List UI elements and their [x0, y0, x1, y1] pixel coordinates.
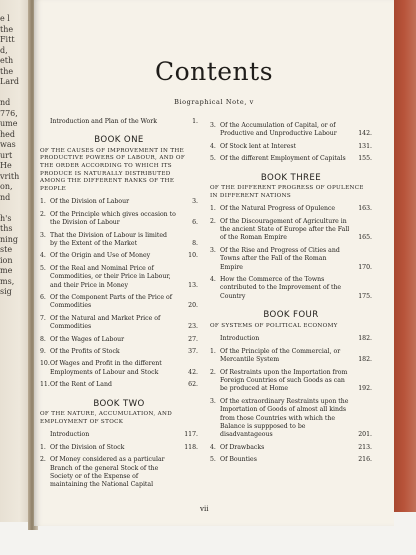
left-page-text-fragment: Lard — [0, 77, 20, 86]
book-two-chapters — [40, 444, 198, 490]
toc-entry-number: 7. — [40, 314, 46, 322]
toc-entry — [40, 360, 198, 377]
toc-entry-text: Of the Natural and Market Price of Commodities — [50, 314, 161, 331]
toc-entry — [210, 155, 372, 163]
book-three-subtitle: OF THE DIFFERENT PROGRESS OF OPULENCE IN DIFFERENT NATIONS — [210, 185, 364, 199]
toc-entry-text: Of the Accumulation of Capital, or of Productive and Unproductive Labour — [220, 122, 337, 138]
toc-entry — [210, 369, 372, 394]
left-page-text-fragment: He — [0, 161, 12, 170]
toc-entry-page: 118. — [184, 443, 198, 451]
toc-entry — [40, 294, 198, 311]
left-column — [40, 118, 198, 494]
toc-entry-text: Of the different Employment of Capitals — [220, 155, 346, 163]
toc-entry-number: 10. — [40, 360, 50, 368]
toc-entry — [210, 456, 372, 464]
left-page-text-fragment: ion — [0, 255, 13, 265]
left-page-text-fragment: eth — [0, 56, 14, 65]
contents-page — [34, 0, 394, 526]
left-page-text-fragment: hed — [0, 129, 16, 139]
toc-entry — [210, 143, 372, 151]
left-page-text-fragment: vrith — [0, 171, 20, 181]
toc-entry-text: Of the Division of Stock — [50, 443, 125, 451]
toc-entry-page: 27. — [188, 335, 198, 343]
toc-entry — [210, 218, 372, 243]
toc-entry — [210, 398, 372, 440]
toc-entry-text: Of the extraordinary Restraints upon the Importation of Goods of almost all kinds from those Countries with which the Balance is suppposed to be disadvantageous — [220, 397, 349, 439]
toc-entry-text: Of the Origin and Use of Money — [50, 252, 151, 260]
toc-entry-page: 216. — [358, 456, 372, 464]
toc-entry-number: 1. — [210, 347, 216, 355]
toc-entry-page: 163. — [358, 205, 372, 213]
toc-entry-text: Of Restraints upon the Importation from Foreign Countries of such Goods as can be produced at Home — [220, 368, 348, 393]
toc-entry-page: 201. — [358, 431, 372, 439]
page-title: Contents — [154, 57, 274, 86]
toc-entry-number: 9. — [40, 348, 46, 356]
toc-entry-number: 5. — [40, 264, 46, 272]
left-page-text-fragment: d, — [0, 45, 8, 55]
book-two-chapters-continued — [210, 122, 372, 164]
toc-entry-number: 3. — [40, 231, 46, 239]
toc-entry-number: 2. — [40, 456, 46, 464]
red-cover-edge — [392, 0, 416, 512]
toc-entry-book-two-introduction: Introduction 117. — [50, 431, 198, 439]
toc-entry-number: 2. — [40, 210, 46, 218]
left-page-text-fragment: the — [0, 24, 14, 34]
book-one-title: BOOK ONE — [94, 135, 144, 146]
toc-entry — [210, 276, 372, 301]
toc-entry-number: 4. — [210, 443, 216, 451]
left-page-text-fragment: 776, — [0, 108, 18, 118]
toc-entry-text: Of Money considered as a particular Branch of the general Stock of the Society or of the Expense of maintaining the National Capital — [50, 456, 165, 489]
toc-entry — [40, 232, 198, 249]
book-one-chapters — [40, 198, 198, 389]
toc-entry-number: 1. — [40, 198, 46, 206]
toc-entry — [40, 315, 198, 332]
toc-entry-page: 142. — [358, 130, 372, 138]
toc-entry-text: Of Stock lent at Interest — [220, 142, 297, 150]
left-page-text-fragment: me — [0, 266, 13, 275]
toc-entry-text: Of the Rent of Land — [50, 381, 112, 389]
toc-entry-text: How the Commerce of the Towns contributed to the Improvement of the Country — [220, 276, 342, 300]
toc-entry-page: 20. — [188, 302, 198, 310]
left-page-text-fragment: Fitt — [0, 35, 15, 44]
toc-entry — [210, 444, 372, 452]
toc-entry-page: 213. — [358, 443, 372, 451]
toc-entry — [210, 122, 372, 139]
toc-entry-text: That the Division of Labour is limited by the Extent of the Market — [50, 231, 168, 247]
toc-entry-text: Of the Component Parts of the Price of Commodities — [50, 294, 172, 310]
left-page-text-fragment: urt — [0, 150, 13, 160]
left-page-text-fragment: ms, — [0, 276, 15, 286]
toc-entry — [40, 252, 198, 260]
toc-entry-number: 4. — [210, 142, 216, 150]
toc-entry-text: Of the Division of Labour — [50, 198, 130, 206]
toc-entry-page: 165. — [358, 234, 372, 242]
toc-entry-text: Of the Wages of Labour — [50, 335, 125, 343]
toc-entry-text: Of the Natural Progress of Opulence — [220, 205, 336, 213]
toc-entry-text: Of the Discouragement of Agriculture in the ancient State of Europe after the Fall of the Roman Empire — [220, 217, 350, 242]
left-page-text-fragment: h's — [0, 213, 12, 223]
toc-entry-page: 3. — [192, 198, 198, 206]
toc-entry-text: Of Drawbacks — [220, 443, 265, 451]
toc-entry-number: 5. — [210, 456, 216, 464]
left-page-text-fragment: was — [0, 140, 16, 149]
book-four-subtitle: OF SYSTEMS OF POLITICAL ECONOMY — [210, 322, 338, 329]
toc-entry-number: 3. — [210, 397, 216, 405]
left-page-text-fragment: ume — [0, 119, 18, 128]
toc-entry-number: 1. — [40, 443, 46, 451]
left-page-text-fragment: nd — [0, 192, 11, 202]
toc-entry-number: 3. — [210, 122, 216, 129]
toc-entry-text: Of Wages and Profit in the different Employments of Labour and Stock — [50, 360, 162, 376]
left-page-text-fragment: ths — [0, 224, 13, 233]
toc-entry-page: 182. — [358, 356, 372, 364]
left-page-text-fragment: sig — [0, 287, 12, 296]
toc-entry — [40, 381, 198, 389]
toc-entry-number: 6. — [40, 294, 46, 302]
toc-entry-page: 6. — [192, 219, 198, 227]
toc-entry-page: 155. — [358, 155, 372, 163]
book-two-subtitle: OF THE NATURE, ACCUMULATION, AND EMPLOYMENT OF STOCK — [40, 411, 173, 425]
toc-entry-text: Of the Principle of the Commercial, or Mercantile System — [220, 347, 341, 364]
left-page-text-fragment: ning — [0, 234, 18, 244]
biographical-note: Biographical Note, v — [174, 98, 254, 106]
toc-entry — [210, 205, 372, 213]
toc-entry-text: Of the Rise and Progress of Cities and Towns after the Fall of the Roman Empire — [220, 246, 340, 271]
toc-entry-number: 4. — [210, 276, 216, 284]
toc-entry — [40, 456, 198, 490]
toc-entry-text: Of the Profits of Stock — [50, 348, 120, 356]
toc-entry-page: 62. — [188, 381, 198, 389]
book-three-chapters — [210, 205, 372, 301]
toc-entry-number: 8. — [40, 335, 46, 343]
toc-entry-number: 1. — [210, 205, 216, 213]
page-number: vii — [200, 505, 209, 513]
book-two-title: BOOK TWO — [93, 398, 145, 409]
toc-entry-text: Of the Principle which gives occasion to the Division of Labour — [50, 210, 176, 227]
toc-entry-page: 131. — [358, 142, 372, 150]
toc-entry-number: 2. — [210, 217, 216, 225]
left-page-text-fragment: on, — [0, 182, 13, 191]
toc-entry-number: 2. — [210, 368, 216, 376]
toc-entry-number: 3. — [210, 246, 216, 254]
toc-entry — [40, 348, 198, 356]
toc-entry — [40, 444, 198, 452]
left-page-text-fragment: the — [0, 66, 14, 76]
toc-entry-page: 13. — [188, 281, 198, 289]
toc-entry-page: 8. — [192, 240, 198, 247]
toc-entry-text: Of the Real and Nominal Price of Commodities, or their Price in Labour, and their Price in Money — [50, 264, 171, 289]
toc-entry — [40, 198, 198, 206]
toc-entry — [40, 211, 198, 228]
book-four-title: BOOK FOUR — [263, 310, 319, 321]
toc-entry — [210, 348, 372, 365]
toc-entry-page: 192. — [358, 385, 372, 393]
left-page-text-fragment: e l — [0, 14, 10, 23]
toc-entry-page: 170. — [358, 263, 372, 271]
toc-entry-introduction: Introduction and Plan of the Work 1. — [50, 118, 198, 125]
toc-entry — [40, 265, 198, 290]
toc-entry — [210, 247, 372, 272]
toc-entry-book-four-introduction: Introduction 182. — [220, 335, 372, 343]
toc-entry-page: 10. — [188, 252, 198, 260]
book-four-chapters — [210, 348, 372, 465]
toc-entry-page: 175. — [358, 292, 372, 300]
right-column — [210, 122, 372, 469]
toc-entry-page: 42. — [188, 368, 198, 376]
toc-entry-number: 11. — [40, 381, 50, 389]
toc-entry-page: 23. — [188, 323, 198, 331]
book-one-subtitle: OF THE CAUSES OF IMPROVEMENT IN THE PRODUCTIVE POWERS OF LABOUR, AND OF THE ORDER ACCORDING TO WHICH ITS PRODUCE IS NATURALLY DISTRIBUTED AMONG THE DIFFERENT RANKS OF THE PEOPLE — [40, 147, 186, 192]
toc-entry-number: 5. — [210, 155, 216, 163]
book-three-title: BOOK THREE — [260, 172, 322, 183]
toc-entry-page: 37. — [188, 348, 198, 356]
toc-entry — [40, 336, 198, 344]
left-page-text-fragment: ste — [0, 245, 13, 254]
toc-entry-number: 4. — [40, 252, 46, 260]
toc-entry-text: Of Bounties — [220, 456, 257, 464]
left-page-text-fragment: nd — [0, 98, 11, 107]
